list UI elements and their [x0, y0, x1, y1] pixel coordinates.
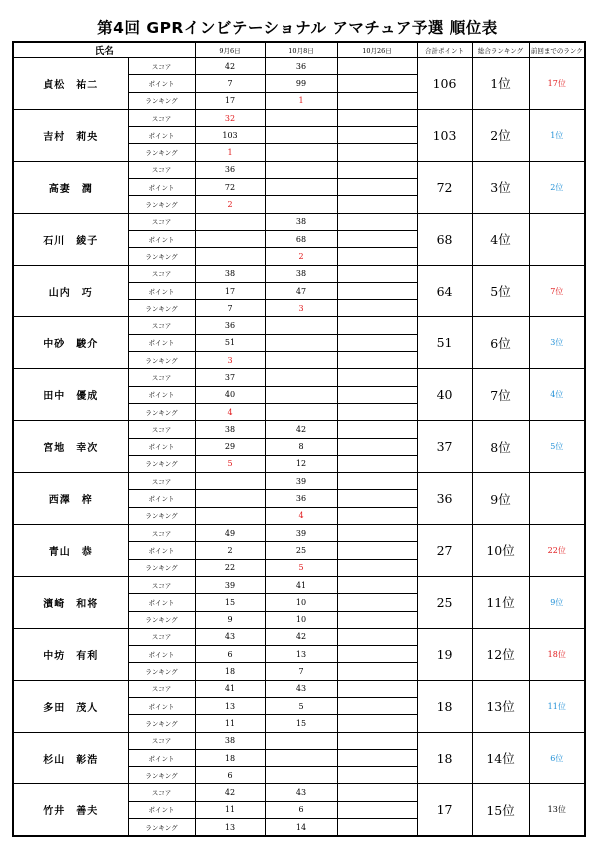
- day3-ranking: [337, 819, 417, 837]
- row-label-score: スコア: [128, 680, 195, 697]
- day1-score: 41: [195, 680, 265, 697]
- day1-score: 36: [195, 317, 265, 334]
- day2-score: [265, 109, 337, 126]
- row-label-point: ポイント: [128, 334, 195, 351]
- total-points: 51: [417, 317, 472, 369]
- day3-score: [337, 161, 417, 178]
- day2-point: 47: [265, 282, 337, 299]
- day1-score: [195, 473, 265, 490]
- overall-rank: 13位: [472, 680, 529, 732]
- table-row: [13, 628, 585, 645]
- day3-score: [337, 525, 417, 542]
- previous-rank: 11位: [529, 680, 585, 732]
- day3-score: [337, 732, 417, 749]
- day1-ranking: 17: [195, 92, 265, 109]
- previous-rank: 2位: [529, 161, 585, 213]
- day2-point: [265, 386, 337, 403]
- day1-score: 42: [195, 784, 265, 801]
- row-label-score: スコア: [128, 784, 195, 801]
- overall-rank: 6位: [472, 317, 529, 369]
- previous-rank: 22位: [529, 525, 585, 577]
- day2-score: 39: [265, 473, 337, 490]
- row-label-score: スコア: [128, 732, 195, 749]
- row-label-ranking: ランキング: [128, 403, 195, 420]
- day1-ranking: 22: [195, 559, 265, 576]
- previous-rank: [529, 473, 585, 525]
- day1-point: 7: [195, 75, 265, 92]
- day3-score: [337, 317, 417, 334]
- day2-score: 39: [265, 525, 337, 542]
- row-label-score: スコア: [128, 58, 195, 75]
- page-title: 第4回 GPRインビテーショナル アマチュア予選 順位表: [97, 19, 498, 37]
- day1-score: 39: [195, 576, 265, 593]
- overall-rank: 4位: [472, 213, 529, 265]
- player-name: 吉村 莉央: [13, 109, 128, 161]
- table-row: [13, 576, 585, 593]
- row-label-ranking: ランキング: [128, 455, 195, 472]
- day3-point: [337, 127, 417, 144]
- day3-score: [337, 628, 417, 645]
- previous-rank: 3位: [529, 317, 585, 369]
- day2-point: 5: [265, 697, 337, 714]
- day2-score: 41: [265, 576, 337, 593]
- table-row: [13, 732, 585, 749]
- day3-point: [337, 490, 417, 507]
- previous-rank: 7位: [529, 265, 585, 317]
- total-points: 27: [417, 525, 472, 577]
- previous-rank: 5位: [529, 421, 585, 473]
- total-points: 18: [417, 680, 472, 732]
- day1-point: 6: [195, 646, 265, 663]
- day3-point: [337, 179, 417, 196]
- previous-rank: 1位: [529, 109, 585, 161]
- day1-point: 2: [195, 542, 265, 559]
- row-label-point: ポイント: [128, 438, 195, 455]
- row-label-point: ポイント: [128, 75, 195, 92]
- header-date-1: 9月6日: [195, 42, 265, 58]
- day2-score: [265, 732, 337, 749]
- day1-score: [195, 213, 265, 230]
- table-row: [13, 421, 585, 438]
- row-label-score: スコア: [128, 525, 195, 542]
- player-name: 石川 綾子: [13, 213, 128, 265]
- row-label-ranking: ランキング: [128, 300, 195, 317]
- day1-ranking: 5: [195, 455, 265, 472]
- row-label-ranking: ランキング: [128, 559, 195, 576]
- total-points: 37: [417, 421, 472, 473]
- day1-point: 18: [195, 749, 265, 766]
- day3-score: [337, 421, 417, 438]
- row-label-score: スコア: [128, 265, 195, 282]
- day3-ranking: [337, 611, 417, 628]
- day1-point: 72: [195, 179, 265, 196]
- overall-rank: 7位: [472, 369, 529, 421]
- player-name: 多田 茂人: [13, 680, 128, 732]
- day1-point: 29: [195, 438, 265, 455]
- row-label-point: ポイント: [128, 127, 195, 144]
- row-label-score: スコア: [128, 421, 195, 438]
- table-row: [13, 473, 585, 490]
- day3-point: [337, 749, 417, 766]
- day1-point: 103: [195, 127, 265, 144]
- day3-point: [337, 75, 417, 92]
- player-name: 宮地 幸次: [13, 421, 128, 473]
- day1-ranking: [195, 248, 265, 265]
- day2-point: 8: [265, 438, 337, 455]
- row-label-point: ポイント: [128, 594, 195, 611]
- row-label-point: ポイント: [128, 230, 195, 247]
- day3-ranking: [337, 352, 417, 369]
- player-name: 西澤 梓: [13, 473, 128, 525]
- row-label-score: スコア: [128, 161, 195, 178]
- player-name: 濱崎 和将: [13, 576, 128, 628]
- row-label-ranking: ランキング: [128, 767, 195, 784]
- total-points: 103: [417, 109, 472, 161]
- day1-point: 15: [195, 594, 265, 611]
- day3-point: [337, 594, 417, 611]
- day3-score: [337, 58, 417, 75]
- row-label-ranking: ランキング: [128, 92, 195, 109]
- table-row: [13, 680, 585, 697]
- day2-ranking: 14: [265, 819, 337, 837]
- day3-point: [337, 282, 417, 299]
- day2-score: [265, 161, 337, 178]
- table-row: [13, 317, 585, 334]
- overall-rank: 10位: [472, 525, 529, 577]
- total-points: 40: [417, 369, 472, 421]
- table-row: [13, 369, 585, 386]
- day3-point: [337, 646, 417, 663]
- day2-score: 43: [265, 784, 337, 801]
- day1-ranking: 11: [195, 715, 265, 732]
- row-label-score: スコア: [128, 576, 195, 593]
- day2-ranking: [265, 144, 337, 161]
- overall-rank: 15位: [472, 784, 529, 836]
- day1-score: 36: [195, 161, 265, 178]
- day3-ranking: [337, 403, 417, 420]
- day2-point: 25: [265, 542, 337, 559]
- total-points: 64: [417, 265, 472, 317]
- row-label-point: ポイント: [128, 749, 195, 766]
- row-label-score: スコア: [128, 473, 195, 490]
- row-label-score: スコア: [128, 317, 195, 334]
- day3-point: [337, 697, 417, 714]
- table-row: [13, 525, 585, 542]
- day3-ranking: [337, 144, 417, 161]
- day3-score: [337, 265, 417, 282]
- day3-ranking: [337, 455, 417, 472]
- day2-score: [265, 317, 337, 334]
- overall-rank: 9位: [472, 473, 529, 525]
- day3-ranking: [337, 559, 417, 576]
- day2-score: 36: [265, 58, 337, 75]
- day2-point: 10: [265, 594, 337, 611]
- header-name: 氏名: [13, 42, 195, 58]
- overall-rank: 8位: [472, 421, 529, 473]
- row-label-point: ポイント: [128, 646, 195, 663]
- player-name: 杉山 彰浩: [13, 732, 128, 784]
- day2-point: 13: [265, 646, 337, 663]
- row-label-ranking: ランキング: [128, 611, 195, 628]
- day1-score: 32: [195, 109, 265, 126]
- day3-ranking: [337, 507, 417, 524]
- day3-score: [337, 784, 417, 801]
- day2-point: 99: [265, 75, 337, 92]
- header-row: [13, 42, 585, 58]
- day1-point: [195, 490, 265, 507]
- player-rows: [13, 58, 585, 837]
- day1-point: 17: [195, 282, 265, 299]
- day2-score: 38: [265, 265, 337, 282]
- day1-ranking: [195, 507, 265, 524]
- player-name: 中坊 有利: [13, 628, 128, 680]
- row-label-ranking: ランキング: [128, 196, 195, 213]
- overall-rank: 2位: [472, 109, 529, 161]
- previous-rank: [529, 213, 585, 265]
- row-label-ranking: ランキング: [128, 715, 195, 732]
- day1-ranking: 9: [195, 611, 265, 628]
- row-label-ranking: ランキング: [128, 507, 195, 524]
- day2-point: 6: [265, 801, 337, 818]
- table-row: [13, 161, 585, 178]
- day3-score: [337, 473, 417, 490]
- day2-score: 42: [265, 628, 337, 645]
- day2-ranking: 1: [265, 92, 337, 109]
- day3-score: [337, 576, 417, 593]
- header-overall-rank: 総合ランキング: [472, 42, 529, 58]
- table-row: [13, 58, 585, 75]
- day2-point: 36: [265, 490, 337, 507]
- total-points: 68: [417, 213, 472, 265]
- table-row: [13, 265, 585, 282]
- day3-score: [337, 680, 417, 697]
- row-label-point: ポイント: [128, 542, 195, 559]
- day2-ranking: [265, 352, 337, 369]
- header-previous-rank: 前回までのランク: [529, 42, 585, 58]
- row-label-score: スコア: [128, 369, 195, 386]
- day2-score: [265, 369, 337, 386]
- previous-rank: 18位: [529, 628, 585, 680]
- day2-ranking: 15: [265, 715, 337, 732]
- day2-point: [265, 179, 337, 196]
- day3-point: [337, 801, 417, 818]
- row-label-ranking: ランキング: [128, 352, 195, 369]
- standings-table: [12, 41, 586, 837]
- day2-ranking: [265, 196, 337, 213]
- day2-ranking: 7: [265, 663, 337, 680]
- total-points: 106: [417, 58, 472, 110]
- overall-rank: 14位: [472, 732, 529, 784]
- day1-ranking: 6: [195, 767, 265, 784]
- day2-point: [265, 127, 337, 144]
- day1-ranking: 1: [195, 144, 265, 161]
- previous-rank: 9位: [529, 576, 585, 628]
- day1-score: 38: [195, 732, 265, 749]
- row-label-point: ポイント: [128, 801, 195, 818]
- day1-score: 37: [195, 369, 265, 386]
- day1-ranking: 3: [195, 352, 265, 369]
- day1-point: 13: [195, 697, 265, 714]
- previous-rank: 6位: [529, 732, 585, 784]
- previous-rank: 4位: [529, 369, 585, 421]
- day2-score: 42: [265, 421, 337, 438]
- table-row: [13, 109, 585, 126]
- day2-ranking: 3: [265, 300, 337, 317]
- row-label-score: スコア: [128, 628, 195, 645]
- row-label-ranking: ランキング: [128, 144, 195, 161]
- day3-ranking: [337, 248, 417, 265]
- day2-point: [265, 749, 337, 766]
- day1-score: 43: [195, 628, 265, 645]
- day3-ranking: [337, 196, 417, 213]
- day3-point: [337, 542, 417, 559]
- day3-point: [337, 438, 417, 455]
- player-name: 貞松 祐二: [13, 58, 128, 110]
- day1-point: 11: [195, 801, 265, 818]
- day1-point: 51: [195, 334, 265, 351]
- player-name: 高妻 潤: [13, 161, 128, 213]
- header-date-3: 10月26日: [337, 42, 417, 58]
- overall-rank: 12位: [472, 628, 529, 680]
- day1-ranking: 18: [195, 663, 265, 680]
- table-row: [13, 213, 585, 230]
- day3-score: [337, 369, 417, 386]
- player-name: 山内 巧: [13, 265, 128, 317]
- day3-ranking: [337, 92, 417, 109]
- day3-point: [337, 334, 417, 351]
- day2-ranking: [265, 403, 337, 420]
- day1-score: 49: [195, 525, 265, 542]
- overall-rank: 3位: [472, 161, 529, 213]
- previous-rank: 17位: [529, 58, 585, 110]
- total-points: 18: [417, 732, 472, 784]
- day1-score: 38: [195, 421, 265, 438]
- day3-ranking: [337, 715, 417, 732]
- day3-ranking: [337, 767, 417, 784]
- total-points: 19: [417, 628, 472, 680]
- day3-score: [337, 109, 417, 126]
- table-row: [13, 784, 585, 801]
- day2-ranking: [265, 767, 337, 784]
- day1-ranking: 2: [195, 196, 265, 213]
- day3-score: [337, 213, 417, 230]
- overall-rank: 1位: [472, 58, 529, 110]
- day1-ranking: 4: [195, 403, 265, 420]
- row-label-score: スコア: [128, 109, 195, 126]
- day1-score: 42: [195, 58, 265, 75]
- day3-point: [337, 230, 417, 247]
- day3-point: [337, 386, 417, 403]
- row-label-ranking: ランキング: [128, 819, 195, 837]
- day2-ranking: 12: [265, 455, 337, 472]
- day2-ranking: 4: [265, 507, 337, 524]
- header-total: 合計ポイント: [417, 42, 472, 58]
- day1-ranking: 7: [195, 300, 265, 317]
- player-name: 田中 優成: [13, 369, 128, 421]
- day1-point: [195, 230, 265, 247]
- day1-point: 40: [195, 386, 265, 403]
- row-label-ranking: ランキング: [128, 248, 195, 265]
- day1-score: 38: [195, 265, 265, 282]
- row-label-point: ポイント: [128, 697, 195, 714]
- row-label-ranking: ランキング: [128, 663, 195, 680]
- total-points: 72: [417, 161, 472, 213]
- player-name: 青山 恭: [13, 525, 128, 577]
- player-name: 中砂 駿介: [13, 317, 128, 369]
- overall-rank: 5位: [472, 265, 529, 317]
- overall-rank: 11位: [472, 576, 529, 628]
- day2-score: 38: [265, 213, 337, 230]
- day2-score: 43: [265, 680, 337, 697]
- previous-rank: 13位: [529, 784, 585, 836]
- row-label-point: ポイント: [128, 386, 195, 403]
- day2-point: [265, 334, 337, 351]
- header-date-2: 10月8日: [265, 42, 337, 58]
- day2-ranking: 5: [265, 559, 337, 576]
- row-label-score: スコア: [128, 213, 195, 230]
- row-label-point: ポイント: [128, 282, 195, 299]
- day1-ranking: 13: [195, 819, 265, 837]
- day3-ranking: [337, 663, 417, 680]
- row-label-point: ポイント: [128, 490, 195, 507]
- total-points: 36: [417, 473, 472, 525]
- day2-point: 68: [265, 230, 337, 247]
- total-points: 25: [417, 576, 472, 628]
- day2-ranking: 10: [265, 611, 337, 628]
- total-points: 17: [417, 784, 472, 836]
- day2-ranking: 2: [265, 248, 337, 265]
- day3-ranking: [337, 300, 417, 317]
- row-label-point: ポイント: [128, 179, 195, 196]
- player-name: 竹井 善夫: [13, 784, 128, 836]
